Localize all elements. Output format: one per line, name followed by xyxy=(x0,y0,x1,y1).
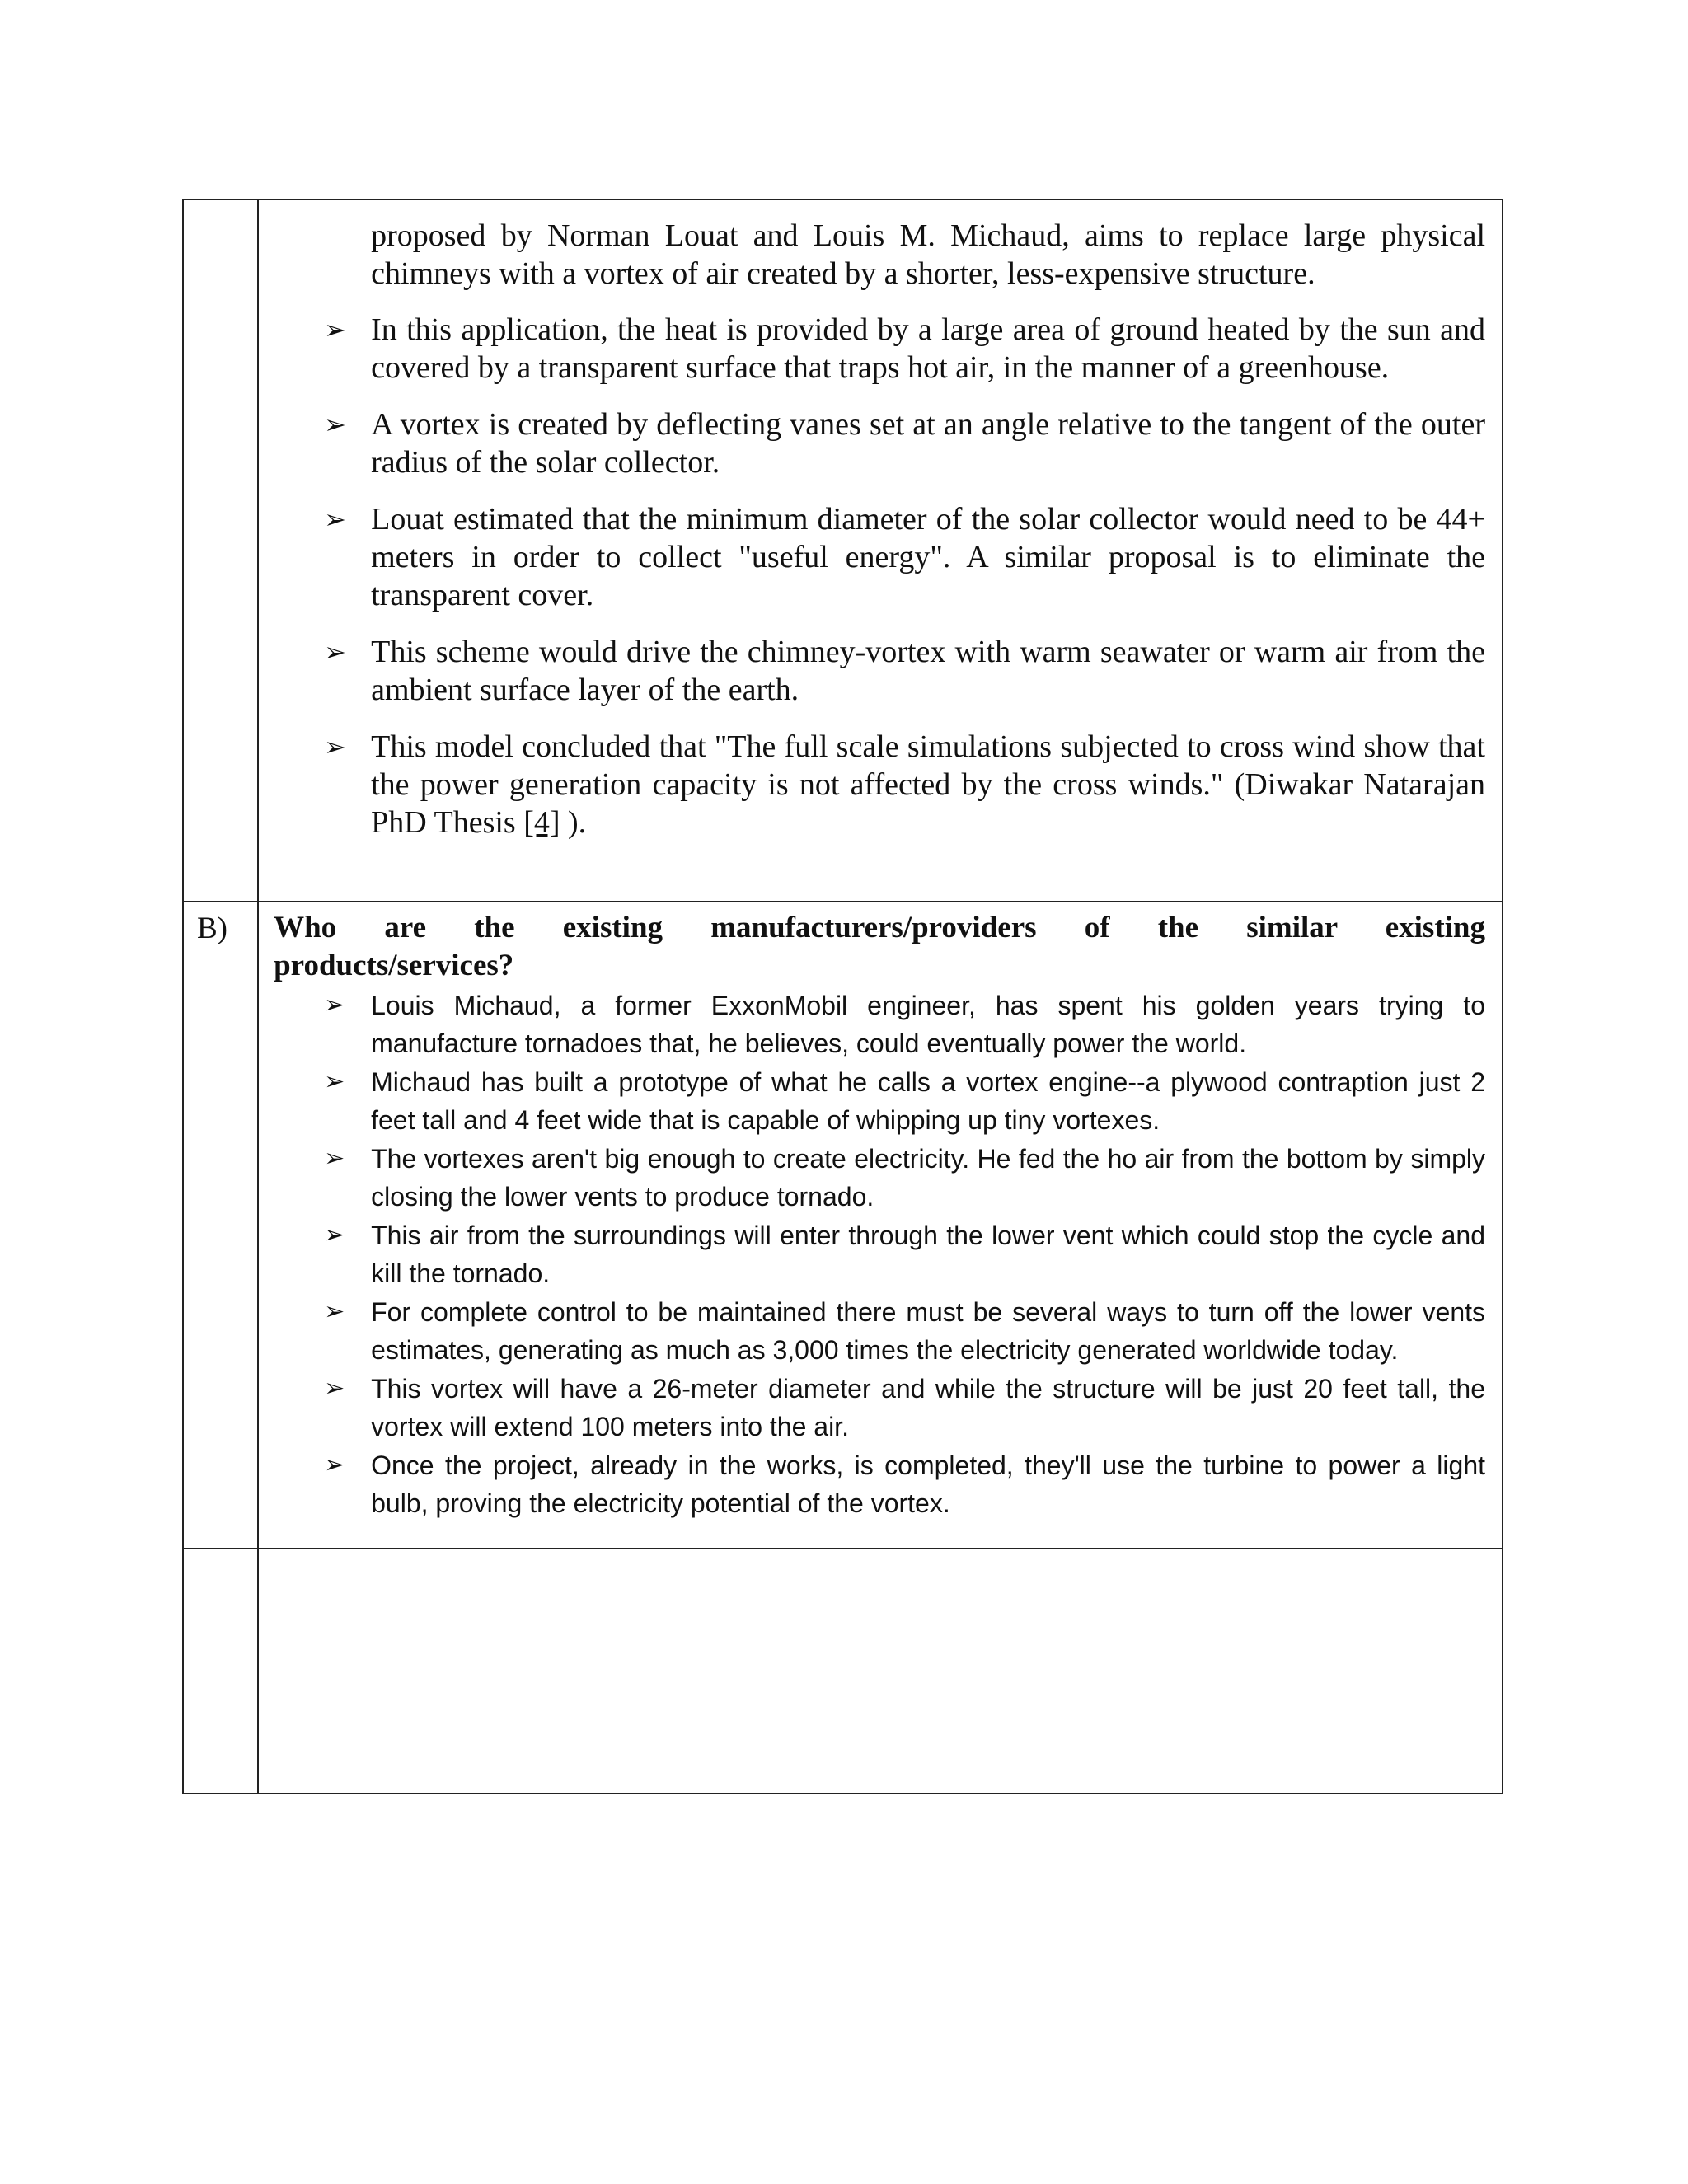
list-item-text: This scheme would drive the chimney-vortex with warm seawater or warm air from the ambient surface layer of the earth. xyxy=(371,635,1485,707)
list-item xyxy=(324,1140,1485,1216)
label-cell-empty xyxy=(183,199,258,902)
list-item xyxy=(324,500,1485,614)
list-item-text: For complete control to be maintained there must be several ways to turn off the lower vents estimates, generating as much as 3,000 times the electricity generated worldwide today. xyxy=(371,1297,1485,1365)
list-item xyxy=(324,1293,1485,1369)
table-row-section-a xyxy=(183,199,1503,902)
list-item-text: Louis Michaud, a former ExxonMobil engineer, has spent his golden years trying to manufacture tornadoes that, he believes, could eventually power the world. xyxy=(371,991,1485,1058)
section-a-body xyxy=(259,200,1502,841)
list-item-text: Once the project, already in the works, is completed, they'll use the turbine to power a light bulb, proving the electricity potential of the vortex. xyxy=(371,1451,1485,1518)
list-item xyxy=(324,728,1485,841)
section-a-bullet-list xyxy=(259,311,1485,841)
question-line-1: Who are the existing manufacturers/providers of the similar existing xyxy=(274,911,1485,944)
table-row-empty xyxy=(183,1549,1503,1793)
content-cell-empty xyxy=(258,1549,1503,1793)
list-item-text: In this application, the heat is provided by a large area of ground heated by the sun and covered by a transparent surface that traps hot air, in the manner of a greenhouse. xyxy=(371,312,1485,385)
list-item xyxy=(324,987,1485,1062)
list-item xyxy=(324,1216,1485,1292)
label-cell-empty xyxy=(183,1549,258,1793)
list-item-text-tail: ). xyxy=(560,805,587,840)
section-b-bullet-list xyxy=(259,987,1502,1522)
document-table xyxy=(182,199,1503,1794)
list-item xyxy=(324,633,1485,709)
arrow-bullet-icon: ➢ xyxy=(324,1374,345,1403)
section-b-question xyxy=(259,902,1502,985)
list-item-text: Louat estimated that the minimum diameter of the solar collector would need to be 44+ meters in order to collect "useful energy". A similar proposal is to eliminate the transparent cover. xyxy=(371,502,1485,612)
list-item xyxy=(324,405,1485,481)
arrow-bullet-icon: ➢ xyxy=(324,1144,345,1173)
arrow-bullet-icon: ➢ xyxy=(324,1067,345,1096)
reference-link[interactable]: [4] xyxy=(523,805,560,840)
arrow-bullet-icon: ➢ xyxy=(324,1221,345,1249)
section-a-lead-paragraph: proposed by Norman Louat and Louis M. Michaud, aims to replace large physical chimneys with a vortex of air created by a shorter, less-expensive structure. xyxy=(371,218,1485,291)
list-item-text: The vortexes aren't big enough to create electricity. He fed the ho air from the bottom by simply closing the lower vents to produce tornado. xyxy=(371,1144,1485,1212)
list-item xyxy=(324,1446,1485,1522)
arrow-bullet-icon: ➢ xyxy=(324,504,346,534)
list-item xyxy=(324,311,1485,387)
arrow-bullet-icon: ➢ xyxy=(324,410,346,439)
list-item-text: This model concluded that "The full scale simulations subjected to cross wind show that the power generation capacity is not affected by the cross winds." (Diwakar Natarajan PhD Thesis xyxy=(371,729,1485,840)
list-item xyxy=(324,1370,1485,1446)
arrow-bullet-icon: ➢ xyxy=(324,315,346,344)
arrow-bullet-icon: ➢ xyxy=(324,1451,345,1479)
list-item-text: This vortex will have a 26-meter diameter and while the structure will be just 20 feet tall, the vortex will extend 100 meters into the air. xyxy=(371,1374,1485,1441)
question-line-2: products/services? xyxy=(274,949,514,982)
arrow-bullet-icon: ➢ xyxy=(324,637,346,667)
section-label: B) xyxy=(197,912,227,945)
list-item-text: This air from the surroundings will enter through the lower vent which could stop the cycle and kill the tornado. xyxy=(371,1221,1485,1288)
arrow-bullet-icon: ➢ xyxy=(324,991,345,1019)
table-row-section-b xyxy=(183,902,1503,1549)
content-cell-section-b xyxy=(258,902,1503,1549)
list-item-text: A vortex is created by deflecting vanes set at an angle relative to the tangent of the outer radius of the solar collector. xyxy=(371,407,1485,480)
list-item-text: Michaud has built a prototype of what he calls a vortex engine--a plywood contraption just 2 feet tall and 4 feet wide that is capable of whipping up tiny vortexes. xyxy=(371,1067,1485,1135)
arrow-bullet-icon: ➢ xyxy=(324,732,346,762)
label-cell-b xyxy=(183,902,258,1549)
list-item xyxy=(324,1063,1485,1139)
arrow-bullet-icon: ➢ xyxy=(324,1297,345,1326)
content-cell-section-a xyxy=(258,199,1503,902)
